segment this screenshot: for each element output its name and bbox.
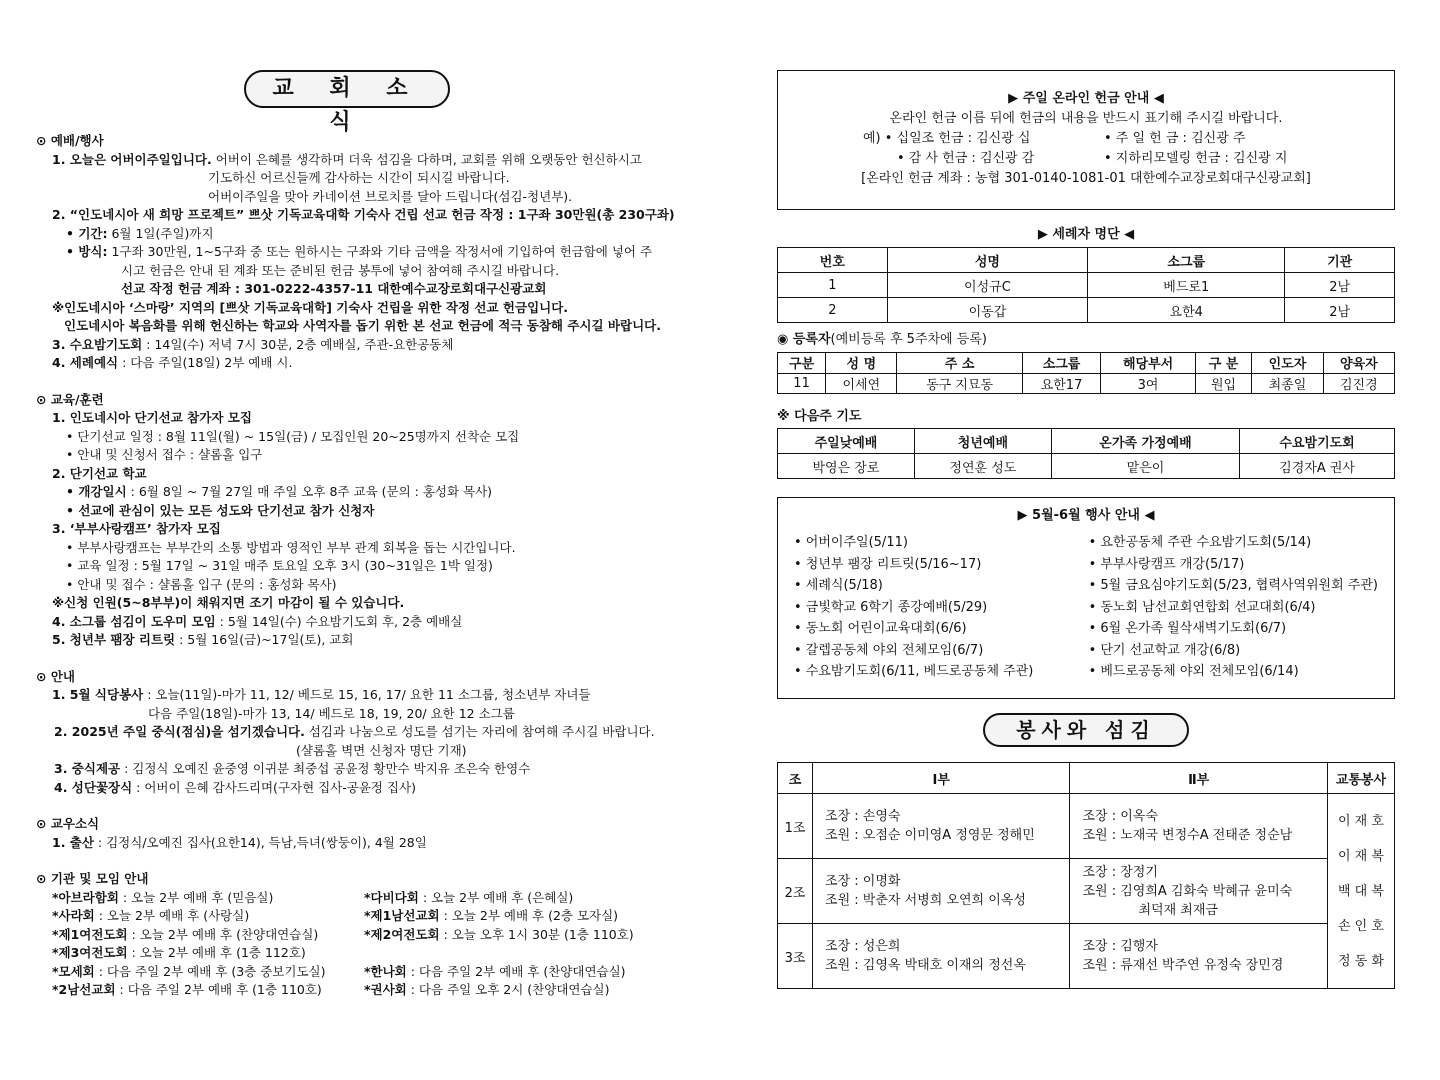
table-header: 번호 — [778, 248, 888, 273]
table-header: 성명 — [887, 248, 1088, 273]
online-offering-title: ▶ 주일 온라인 헌금 안내 ◀ — [1008, 91, 1164, 106]
traffic-volunteer: 백 대 복 — [1337, 883, 1384, 899]
table-row — [778, 373, 1395, 393]
registrant-title: ◉ 등록자 — [777, 332, 831, 347]
traffic-volunteer: 정 동 화 — [1337, 953, 1384, 969]
table-header: 구 분 — [1195, 352, 1252, 373]
table-cell: 최종일 — [1252, 373, 1323, 393]
education-section: ⊙ 교육/훈련 1. 인도네시아 단기선교 참가자 모집 • 단기선교 일정 : 8월 11일(월) ~ 15일(금) / 모집인원 20~25명까지 선착순 모집 • 안내 및 신청서 접수 : 샬롬홀 입구 2. 단기선교 학교 • 개강일시 : 6월 8일 ~ 7월 27일 매 주일 오후 8주 교육 (문의 : 홍성화 목사) • 선교에 관심이 있는 모든 성도와 단기선교 참가 신청자 3. ‘부부사랑캠프’ 참가자 모집 • 부부사랑캠프는 부부간의 소통 방법과 영적인 부부 관계 회복을 돕는 시간입니다. • 교육 일정 : 5월 17일 ~ 31일 매주 토요일 오후 3시 (30~31일은 1박 일정) • 안내 및 접수 : 샬롬홀 입구 (문의 : 홍성화 목사) ※신청 인원(5~8부부)이 채워지면 조기 마감이 될 수 있습니다. 4. 소그룹 섬김이 도우미 모임 : 5월 14일(수) 수요밤기도회 후, 2층 예배실 5. 청년부 팸장 리트릿 : 5월 16일(금)~17일(토), 교회 — [36, 391, 676, 650]
service-title: 봉사와 섬김 — [983, 713, 1189, 747]
traffic-volunteer: 손 인 호 — [1337, 918, 1384, 934]
online-account: [온라인 헌금 계좌 : 농협 301-0140-1081-01 대한예수교장로회대구신광교회] — [861, 171, 1311, 186]
education-header: ⊙ 교육/훈련 — [36, 391, 104, 407]
group-label: 1조 — [778, 794, 813, 859]
traffic-volunteer: 이 재 호 — [1337, 813, 1384, 829]
table-cell: 2 — [778, 298, 888, 323]
table-cell: 정연훈 성도 — [914, 454, 1051, 479]
org-entry: *한나회 : 다음 주일 2부 예배 후 (찬양대연습실) — [364, 963, 626, 979]
right-column: ▶ 주일 온라인 헌금 안내 ◀ 온라인 헌금 이름 뒤에 헌금의 내용을 반드시 표기해 주시길 바랍니다. 예) • 십일조 헌금 : 김신광 십 • 주 일 헌 금 : 김신광 주 • 감 사 헌금 : 김신광 감 • 지하리모델링 헌금 : 김신광 지 [온라인 헌금 계좌 : 농협 301-0140-1081-01 대한예수교장로회대구신광교회] ▶ 세례자 명단 ◀ 번호 성명 소그룹 기관 1 이성규C 베드로1 2남 2 이동갑 요한4 2남 ◉ 등록자(예비등록 후 5주차에 등록) 구분 성 명 주 소 소그룹 해당부서 구 분 인도자 양육자 11 이세연 동구 지묘동 요한17 3여 원입 최종일 김진경 ※ 다음주 기도 주일낮예배 청년예배 온가족 가정예배 수요밤기도회 박영은 장로 정연훈 성도 맡은이 김경자A 권사 ▶ 5월-6월 행사 안내 ◀ • 어버이주일(5/11) • 청년부 팸장 리트릿(5/16~17) • 세례식(5/18) • 금빛학교 6학기 종강예배(5/29) • 동노회 어린이교육대회(6/6) • 갈렙공동체 야외 전체모임(6/7) • 수요밤기도회(6/11, 베드로공동체 주관) • 요한공동체 주관 수요밤기도회(5/14) • 부부사랑캠프 개강(5/17) • 5월 금요심야기도회(5/23, 협력사역위원회 주관) • 동노회 남선교회연합회 선교대회(6/4) • 6월 온가족 월삭새벽기도회(6/7) • 단기 선교학교 개강(6/8) • 베드로공동체 야외 전체모임(6/14) 봉사와 섬김 조 Ⅰ부 Ⅱ부 교통봉사 1조 조장 : 손영숙 조원 : 오점순 이미영A 정영문 정해민 조장 : 이옥숙 조원 : 노재국 변정수A 전태준 정순남 이 재 호 이 재 복 백 대 복 손 인 호 정 동 화 2조 조장 : 이명화 조원 : 박춘자 서병희 오연희 이옥성 조장 : 장정기 조원 : 김영희A 김화숙 박혜규 윤미숙 최덕재 최재금 3조 조장 : 성은희 조원 : 김영옥 박태호 이재의 정선옥 조장 : 김행자 조원 : 류재선 박주연 유정숙 장민경 — [777, 70, 1395, 989]
traffic-volunteer: 이 재 복 — [1337, 848, 1384, 864]
member-news-section: ⊙ 교우소식 1. 출산 : 김정식/오예진 집사(요한14), 득남,득녀(쌍둥이), 4월 28일 — [36, 815, 676, 852]
table-cell: 요한4 — [1088, 298, 1285, 323]
org-entry: *제3여전도회 : 오늘 2부 예배 후 (1층 112호) — [52, 945, 306, 960]
event-item: • 수요밤기도회(6/11, 베드로공동체 주관) — [794, 664, 1034, 679]
table-cell: 이동갑 — [887, 298, 1088, 323]
event-item: • 금빛학교 6학기 종강예배(5/29) — [794, 599, 988, 615]
table-row — [778, 794, 1395, 859]
online-offering-box: ▶ 주일 온라인 헌금 안내 ◀ 온라인 헌금 이름 뒤에 헌금의 내용을 반드시 표기해 주시길 바랍니다. 예) • 십일조 헌금 : 김신광 십 • 주 일 헌 금 : 김신광 주 • 감 사 헌금 : 김신광 감 • 지하리모델링 헌금 : 김신광 지 [온라인 헌금 계좌 : 농협 301-0140-1081-01 대한예수교장로회대구신광교회] — [777, 70, 1395, 210]
org-row — [36, 926, 676, 945]
worship-section: ⊙ 예배/행사 1. 오늘은 어버이주일입니다. 어버이 은혜를 생각하며 더욱 섬김을 다하며, 교회를 위해 오랫동안 헌신하시고 기도하신 어르신들께 감사하는 시간이 되시길 바랍니다. 어버이주일을 맞아 카네이션 브로치를 달아 드립니다(섬김-청년부). 2. “인도네시아 새 희망 프로젝트” 쁘삿 기독교육대학 기숙사 건립 선교 헌금 작정 : 1구좌 30만원(총 230구좌) • 기간: 6월 1일(주일)까지 • 방식: 1구좌 30만원, 1~5구좌 중 또는 원하시는 구좌와 기타 금액을 작정서에 기입하여 헌금함에 넣어 주 시고 헌금은 안내 된 계좌 또는 준비된 헌금 봉투에 넣어 참여해 주시길 바랍니다. 선교 작정 헌금 계좌 : 301-0222-4357-11 대한예수교장로회대구신광교회 ※인도네시아 ‘스마랑’ 지역의 [쁘삿 기독교육대학] 기숙사 건립을 위한 작정 선교 헌금입니다. 인도네시아 복음화를 위해 헌신하는 학교와 사역자를 돕기 위한 본 선교 헌금에 적극 동참해 주시길 바랍니다. 3. 수요밤기도회 : 14일(수) 저녁 7시 30분, 2층 예배실, 주관-요한공동체 4. 세례예식 : 다음 주일(18일) 2부 예배 시. — [36, 133, 675, 370]
table-cell: 11 — [778, 373, 826, 393]
part2-cell: 조장 : 김행자 조원 : 류재선 박주연 유정숙 장민경 — [1070, 924, 1327, 989]
orgs-section — [36, 870, 676, 1000]
table-header: 청년예배 — [914, 429, 1051, 454]
org-row — [36, 944, 676, 963]
table-cell: 원입 — [1195, 373, 1252, 393]
orgs-list — [36, 889, 676, 1000]
table-cell: 이성규C — [887, 273, 1088, 298]
event-item: • 베드로공동체 야외 전체모임(6/14) — [1088, 664, 1299, 679]
event-item: • 동노회 어린이교육대회(6/6) — [794, 621, 967, 636]
org-row — [36, 907, 676, 926]
prayer-title: ※ 다음주 기도 — [777, 408, 862, 424]
table-header: 구분 — [778, 352, 826, 373]
notice-header: ⊙ 안내 — [36, 668, 75, 684]
part1-cell: 조장 : 손영숙 조원 : 오점순 이미영A 정영문 정해민 — [813, 794, 1070, 859]
events-title: ▶ 5월-6월 행사 안내 ◀ — [1017, 508, 1155, 523]
part2-cell: 조장 : 장정기 조원 : 김영희A 김화숙 박혜규 윤미숙 최덕재 최재금 — [1070, 859, 1327, 924]
events-left-list — [794, 532, 1079, 683]
event-item: • 요한공동체 주관 수요밤기도회(5/14) — [1088, 535, 1312, 550]
event-item: • 5월 금요심야기도회(5/23, 협력사역위원회 주관) — [1088, 578, 1378, 593]
table-header: 조 — [778, 763, 813, 794]
events-box — [777, 497, 1395, 699]
notice-section: ⊙ 안내 1. 5월 식당봉사 : 오늘(11일)-마가 11, 12/ 베드로 15, 16, 17/ 요한 11 소그룹, 청소년부 자녀들 다음 주일(18일)-마가 13, 14/ 베드로 18, 19, 20/ 요한 12 소그룹 2. 2025년 주일 중식(점심)을 섬기겠습니다. 섬김과 나눔으로 성도를 섬기는 자리에 참여해 주시길 바랍니다. (샬롬홀 벽면 신청자 명단 기재) 3. 중식제공 : 김정식 오예진 윤중영 이귀분 최중섭 공윤정 황만수 박지유 조은숙 한영수 4. 성단꽃장식 : 어버이 은혜 감사드리며(구자현 집사-공윤정 집사) — [36, 668, 676, 798]
event-item: • 동노회 남선교회연합회 선교대회(6/4) — [1088, 599, 1316, 615]
table-header: 양육자 — [1323, 352, 1394, 373]
table-header: 소그룹 — [1022, 352, 1101, 373]
table-header: 수요밤기도회 — [1240, 429, 1395, 454]
circle-dot-icon: ⊙ — [36, 871, 51, 886]
org-entry — [364, 944, 660, 963]
worship-header: ⊙ 예배/행사 — [36, 133, 104, 148]
part2-cell: 조장 : 이옥숙 조원 : 노재국 변정수A 전태준 정순남 — [1070, 794, 1327, 859]
org-entry: *다비다회 : 오늘 2부 예배 후 (은혜실) — [364, 889, 574, 905]
table-row — [778, 298, 1395, 323]
org-entry: *모세회 : 다음 주일 2부 예배 후 (3층 중보기도실) — [52, 963, 326, 979]
org-entry: *2남선교회 : 다음 주일 2부 예배 후 (1층 110호) — [52, 982, 322, 997]
circle-dot-icon: ⊙ — [36, 133, 51, 148]
table-header: 인도자 — [1252, 352, 1323, 373]
table-header: Ⅱ부 — [1070, 763, 1327, 794]
table-row — [778, 273, 1395, 298]
part1-cell: 조장 : 성은희 조원 : 김영옥 박태호 이재의 정선옥 — [813, 924, 1070, 989]
org-entry: *제1남선교회 : 오늘 2부 예배 후 (2층 모자실) — [364, 908, 619, 923]
table-header: Ⅰ부 — [813, 763, 1070, 794]
org-entry: *권사회 : 다음 주일 오후 2시 (찬양대연습실) — [364, 982, 610, 997]
org-entry: *사라회 : 오늘 2부 예배 후 (사랑실) — [52, 908, 250, 923]
event-item: • 청년부 팸장 리트릿(5/16~17) — [794, 556, 982, 572]
table-cell: 2남 — [1285, 298, 1395, 323]
left-column — [36, 70, 676, 1000]
event-item: • 갈렙공동체 야외 전체모임(6/7) — [794, 642, 984, 658]
table-cell: 김경자A 권사 — [1240, 454, 1395, 479]
table-header: 주 소 — [897, 352, 1022, 373]
table-header: 기관 — [1285, 248, 1395, 273]
baptism-title: ▶ 세례자 명단 ◀ — [1037, 227, 1135, 242]
baptism-table — [777, 247, 1395, 323]
table-cell: 김진경 — [1323, 373, 1394, 393]
table-cell: 1 — [778, 273, 888, 298]
table-row — [778, 859, 1395, 924]
event-item: • 세례식(5/18) — [794, 578, 883, 593]
part1-cell: 조장 : 이명화 조원 : 박춘자 서병희 오연희 이옥성 — [813, 859, 1070, 924]
event-item: • 단기 선교학교 개강(6/8) — [1088, 642, 1241, 658]
events-right-list — [1079, 532, 1378, 683]
member-news-header: ⊙ 교우소식 — [36, 816, 100, 831]
org-row — [36, 889, 676, 908]
org-entry: *제1여전도회 : 오늘 2부 예배 후 (찬양대연습실) — [52, 926, 319, 942]
org-row — [36, 963, 676, 982]
prayer-table — [777, 428, 1395, 479]
table-cell: 2남 — [1285, 273, 1395, 298]
orgs-header: ⊙ 기관 및 모임 안내 — [36, 871, 149, 886]
table-cell: 3여 — [1101, 373, 1195, 393]
circle-dot-icon: ⊙ — [36, 668, 51, 684]
service-table — [777, 762, 1395, 989]
registrant-table — [777, 352, 1395, 394]
table-row — [778, 924, 1395, 989]
org-entry: *제2여전도회 : 오늘 오후 1시 30분 (1층 110호) — [364, 926, 634, 942]
table-cell: 이세연 — [826, 373, 897, 393]
group-label: 2조 — [778, 859, 813, 924]
table-cell: 베드로1 — [1088, 273, 1285, 298]
circle-dot-icon: ⊙ — [36, 816, 51, 831]
table-header: 성 명 — [826, 352, 897, 373]
table-cell: 박영은 장로 — [778, 454, 915, 479]
table-header: 온가족 가정예배 — [1051, 429, 1239, 454]
table-cell: 요한17 — [1022, 373, 1101, 393]
traffic-cell — [1327, 794, 1394, 989]
table-cell: 맡은이 — [1051, 454, 1239, 479]
group-label: 3조 — [778, 924, 813, 989]
circle-dot-icon: ⊙ — [36, 391, 51, 407]
org-entry: *아브라함회 : 오늘 2부 예배 후 (믿음실) — [52, 889, 274, 905]
table-header: 해당부서 — [1101, 352, 1195, 373]
church-news-title: 교 회 소 식 — [244, 70, 450, 108]
table-cell: 동구 지묘동 — [897, 373, 1022, 393]
event-item: • 어버이주일(5/11) — [794, 535, 908, 550]
table-header: 소그룹 — [1088, 248, 1285, 273]
table-header: 교통봉사 — [1327, 763, 1394, 794]
event-item: • 6월 온가족 월삭새벽기도회(6/7) — [1088, 621, 1287, 636]
table-header: 주일낮예배 — [778, 429, 915, 454]
event-item: • 부부사랑캠프 개강(5/17) — [1088, 556, 1245, 572]
org-row — [36, 981, 676, 1000]
